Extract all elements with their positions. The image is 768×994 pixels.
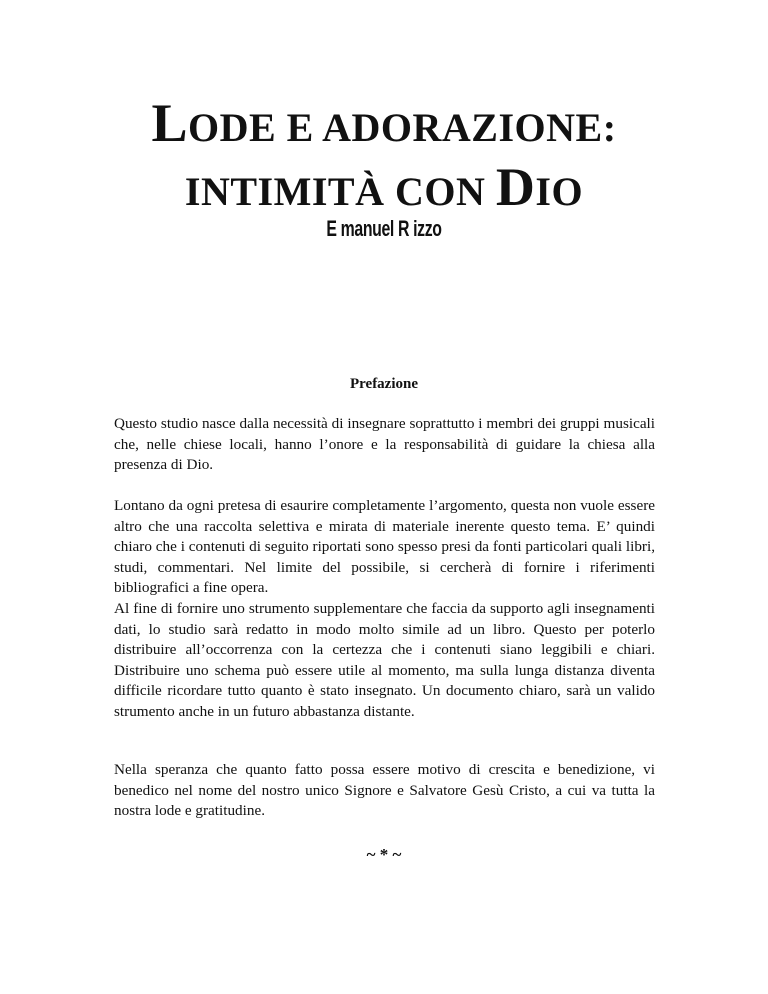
title-line-2-tail: IO [535,169,584,214]
paragraph-3: Al fine di fornire uno strumento supplementare che faccia da supporto agli insegnamenti dati, lo studio sarà redatto in modo molto simile ad un libro. Questo per poterlo distribuire all’occorrenza con la certezza che i contenuti siano leggibili e chiari. Distribuire uno schema può essere utile al momento, ma sulla lunga distanza diventa difficile ricordare tutto quanto è stato insegnato. Un documento chiaro, sarà un valido strumento anche in un futuro abbastanza distante. [114,600,655,720]
paragraph-2: Lontano da ogni pretesa di esaurire completamente l’argomento, questa non vuole essere altro che una raccolta selettiva e mirata di materiale inerente questo tema. E’ quindi chiaro che i contenuti di seguito riportati sono spesso presi da fonti particolari quali libri, studi, commentari. Nel limite del possibile, si cercherà di fornire i riferimenti bibliografici a fine opera. [114,497,655,596]
section-divider: ~ * ~ [366,845,402,864]
title-line-1-text: ODE E ADORAZIONE: [187,105,617,150]
title-line-2 [60,157,708,217]
title-line-1 [60,93,708,153]
section-heading: Prefazione [349,376,419,392]
title-line-2-text: INTIMITÀ CON [184,169,496,214]
title-line-2-initial: D [495,157,536,217]
paragraph-1: Questo studio nasce dalla necessità di insegnare soprattutto i membri dei gruppi musicali che, nelle chiese locali, hanno l’onore e la responsabilità di guidare la chiesa alla presenza di Dio. [114,415,655,473]
paragraph-4: Nella speranza che quanto fatto possa essere motivo di crescita e benedizione, vi benedico nel nome del nostro unico Signore e Salvatore Gesù Cristo, a cui va tutta la nostra lode e gratitudine. [114,761,655,819]
title-line-1-initial: L [151,93,188,153]
author-name: E manuel R izzo [326,216,442,241]
